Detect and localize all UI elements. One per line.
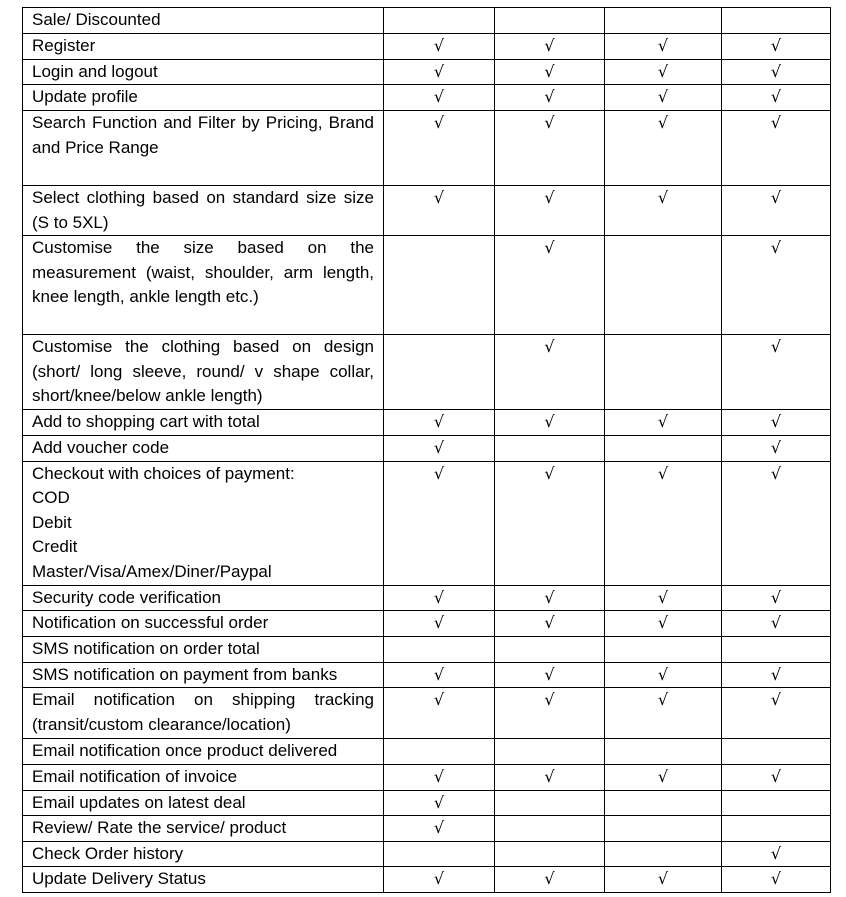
feature-matrix-table [22, 7, 831, 893]
check-mark-cell: √ [605, 867, 722, 893]
feature-name-cell [23, 739, 384, 765]
check-mark-cell: √ [495, 410, 605, 436]
feature-name-cell [23, 764, 384, 790]
table-row [23, 739, 831, 765]
feature-name-cell [23, 816, 384, 842]
feature-name-line: Debit [32, 512, 72, 532]
empty-mark-cell [384, 636, 495, 662]
table-row [23, 59, 831, 85]
feature-name-line: Email notification once product delivered [32, 741, 338, 760]
check-mark-cell: √ [495, 335, 605, 410]
feature-name-line: Sale/ Discounted [32, 10, 161, 29]
empty-mark-cell [384, 236, 495, 335]
empty-mark-cell [384, 335, 495, 410]
check-mark-cell: √ [722, 85, 831, 111]
empty-mark-cell [605, 335, 722, 410]
feature-name-cell [23, 59, 384, 85]
table-row [23, 867, 831, 893]
feature-name-line: Customise the size based on the measurement (waist, shoulder, arm length, knee length, ankle length etc.) [32, 238, 374, 306]
empty-mark-cell [605, 790, 722, 816]
feature-name-cell [23, 790, 384, 816]
check-mark-cell: √ [722, 435, 831, 461]
check-mark-cell: √ [605, 461, 722, 585]
empty-mark-cell [722, 790, 831, 816]
check-mark-cell: √ [495, 34, 605, 60]
empty-mark-cell [722, 739, 831, 765]
empty-mark-cell [495, 816, 605, 842]
check-mark-cell: √ [384, 585, 495, 611]
empty-mark-cell [605, 739, 722, 765]
empty-mark-cell [605, 236, 722, 335]
empty-mark-cell [495, 841, 605, 867]
check-mark-cell: √ [605, 85, 722, 111]
check-mark-cell: √ [722, 236, 831, 335]
check-mark-cell: √ [384, 186, 495, 236]
empty-mark-cell [722, 8, 831, 34]
feature-name-line: Checkout with choices of payment: [32, 463, 295, 483]
empty-mark-cell [605, 8, 722, 34]
feature-name-line: Check Order history [32, 843, 184, 863]
feature-name-line: Register [32, 36, 96, 55]
check-mark-cell: √ [384, 867, 495, 893]
empty-mark-cell [495, 636, 605, 662]
empty-mark-cell [605, 435, 722, 461]
check-mark-cell: √ [384, 85, 495, 111]
table-row [23, 335, 831, 410]
check-mark-cell: √ [495, 111, 605, 186]
feature-name-line: Select clothing based on standard size size (S to 5XL) [32, 188, 374, 232]
empty-mark-cell [495, 739, 605, 765]
feature-name-line: SMS notification on payment from banks [32, 664, 338, 684]
check-mark-cell: √ [605, 585, 722, 611]
check-mark-cell: √ [384, 662, 495, 688]
feature-name-line: Security code verification [32, 587, 221, 607]
table-row [23, 611, 831, 637]
feature-name-cell [23, 34, 384, 60]
feature-name-cell [23, 85, 384, 111]
check-mark-cell: √ [722, 335, 831, 410]
check-mark-cell: √ [722, 867, 831, 893]
check-mark-cell: √ [722, 841, 831, 867]
feature-name-line: SMS notification on order total [32, 638, 260, 658]
empty-mark-cell [495, 435, 605, 461]
feature-name-line: Search Function and Filter by Pricing, Brand and Price Range [32, 113, 374, 157]
feature-name-cell [23, 186, 384, 236]
check-mark-cell: √ [605, 59, 722, 85]
check-mark-cell: √ [495, 85, 605, 111]
check-mark-cell: √ [384, 790, 495, 816]
check-mark-cell: √ [495, 867, 605, 893]
empty-mark-cell [605, 636, 722, 662]
check-mark-cell: √ [495, 688, 605, 739]
check-mark-cell: √ [384, 59, 495, 85]
feature-name-cell [23, 410, 384, 436]
check-mark-cell: √ [722, 662, 831, 688]
feature-name-cell [23, 461, 384, 585]
table-row [23, 111, 831, 186]
feature-name-cell [23, 867, 384, 893]
table-row [23, 34, 831, 60]
feature-name-line: Master/Visa/Amex/Diner/Paypal [32, 561, 272, 581]
check-mark-cell: √ [495, 186, 605, 236]
table-row [23, 461, 831, 585]
check-mark-cell: √ [722, 111, 831, 186]
check-mark-cell: √ [722, 410, 831, 436]
check-mark-cell: √ [384, 34, 495, 60]
feature-name-line: Add to shopping cart with total [32, 412, 260, 431]
check-mark-cell: √ [384, 111, 495, 186]
table-row [23, 816, 831, 842]
table-row [23, 764, 831, 790]
check-mark-cell: √ [384, 435, 495, 461]
check-mark-cell: √ [495, 236, 605, 335]
check-mark-cell: √ [605, 662, 722, 688]
check-mark-cell: √ [722, 764, 831, 790]
empty-mark-cell [384, 841, 495, 867]
check-mark-cell: √ [722, 186, 831, 236]
empty-mark-cell [495, 8, 605, 34]
feature-name-cell [23, 841, 384, 867]
check-mark-cell: √ [605, 111, 722, 186]
table-row [23, 85, 831, 111]
check-mark-cell: √ [722, 59, 831, 85]
check-mark-cell: √ [495, 611, 605, 637]
table-row [23, 435, 831, 461]
feature-name-cell [23, 611, 384, 637]
check-mark-cell: √ [722, 461, 831, 585]
feature-name-line: Email updates on latest deal [32, 792, 246, 812]
empty-mark-cell [605, 841, 722, 867]
check-mark-cell: √ [384, 410, 495, 436]
table-row [23, 636, 831, 662]
check-mark-cell: √ [722, 688, 831, 739]
check-mark-cell: √ [605, 410, 722, 436]
check-mark-cell: √ [384, 461, 495, 585]
empty-mark-cell [722, 636, 831, 662]
feature-name-line: Email notification of invoice [32, 766, 238, 786]
empty-mark-cell [722, 816, 831, 842]
feature-name-cell [23, 236, 384, 335]
table-row [23, 688, 831, 739]
empty-mark-cell [495, 790, 605, 816]
check-mark-cell: √ [722, 34, 831, 60]
check-mark-cell: √ [605, 186, 722, 236]
feature-name-line: Login and logout [32, 61, 158, 81]
table-row [23, 236, 831, 335]
feature-name-cell [23, 435, 384, 461]
table-row [23, 410, 831, 436]
empty-mark-cell [605, 816, 722, 842]
feature-name-line: Customise the clothing based on design (short/ long sleeve, round/ v shape collar, short/knee/below ankle length) [32, 337, 374, 405]
check-mark-cell: √ [605, 611, 722, 637]
feature-name-cell [23, 111, 384, 186]
check-mark-cell: √ [495, 585, 605, 611]
feature-name-line: Review/ Rate the service/ product [32, 818, 287, 837]
check-mark-cell: √ [495, 59, 605, 85]
check-mark-cell: √ [384, 764, 495, 790]
empty-mark-cell [384, 739, 495, 765]
check-mark-cell: √ [384, 816, 495, 842]
check-mark-cell: √ [384, 611, 495, 637]
feature-name-cell [23, 8, 384, 34]
check-mark-cell: √ [722, 585, 831, 611]
check-mark-cell: √ [722, 611, 831, 637]
check-mark-cell: √ [605, 764, 722, 790]
feature-name-line: Notification on successful order [32, 613, 269, 632]
table-row [23, 662, 831, 688]
check-mark-cell: √ [495, 764, 605, 790]
check-mark-cell: √ [384, 688, 495, 739]
feature-name-line: Add voucher code [32, 437, 170, 457]
feature-name-cell [23, 585, 384, 611]
table-row [23, 841, 831, 867]
check-mark-cell: √ [605, 34, 722, 60]
table-row [23, 790, 831, 816]
check-mark-cell: √ [495, 461, 605, 585]
feature-matrix-body [23, 8, 831, 893]
check-mark-cell: √ [495, 662, 605, 688]
feature-name-line: Email notification on shipping tracking (transit/custom clearance/location) [32, 690, 374, 734]
feature-name-line: Update Delivery Status [32, 869, 206, 888]
feature-name-line: Credit [32, 537, 78, 556]
feature-name-cell [23, 688, 384, 739]
feature-name-cell [23, 636, 384, 662]
check-mark-cell: √ [605, 688, 722, 739]
feature-name-cell [23, 335, 384, 410]
table-row [23, 8, 831, 34]
feature-name-line: COD [32, 488, 70, 507]
feature-name-cell [23, 662, 384, 688]
table-row [23, 186, 831, 236]
empty-mark-cell [384, 8, 495, 34]
feature-name-line: Update profile [32, 87, 138, 106]
table-row [23, 585, 831, 611]
